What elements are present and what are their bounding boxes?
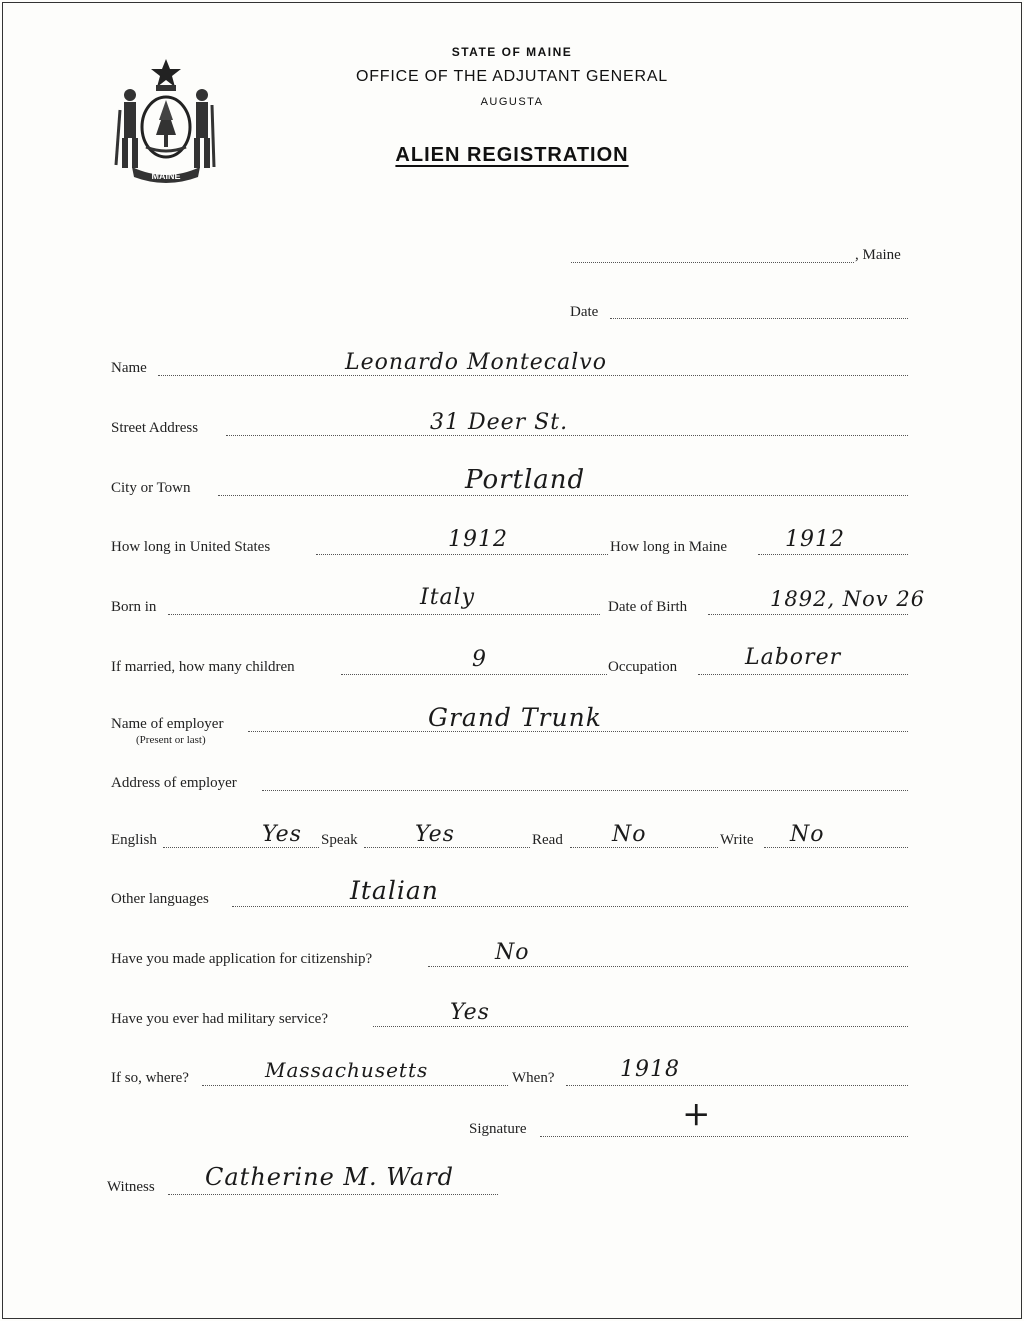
how-long-us-value: 1912 — [448, 527, 508, 552]
read-line — [570, 847, 718, 848]
speak-line — [364, 847, 530, 848]
signature-line — [540, 1136, 908, 1137]
header-city: AUGUSTA — [480, 96, 544, 108]
street-line — [226, 435, 908, 436]
write-label: Write — [720, 832, 754, 848]
street-label: Street Address — [111, 420, 199, 436]
other-languages-line — [232, 906, 908, 907]
write-line — [764, 847, 908, 848]
other-languages-value: Italian — [350, 876, 439, 905]
military-value: Yes — [450, 1000, 490, 1025]
header-state: STATE OF MAINE — [451, 45, 573, 59]
place-line — [571, 262, 854, 263]
signature-label: Signature — [469, 1121, 527, 1137]
military-label: Have you ever had military service? — [111, 1011, 328, 1027]
occupation-label: Occupation — [608, 659, 678, 675]
occupation-line — [698, 674, 908, 675]
state-seal-emblem — [110, 55, 222, 185]
where-line — [202, 1085, 508, 1086]
how-long-maine-label: How long in Maine — [610, 539, 728, 555]
how-long-maine-line — [758, 554, 908, 555]
citizenship-line — [428, 966, 908, 967]
street-value: 31 Deer St. — [430, 410, 569, 435]
born-in-label: Born in — [111, 599, 157, 615]
dob-line — [708, 614, 908, 615]
where-label: If so, where? — [111, 1070, 189, 1086]
how-long-us-label: How long in United States — [111, 539, 271, 555]
witness-label: Witness — [107, 1179, 155, 1195]
employer-sub-label: (Present or last) — [136, 734, 206, 746]
english-label: English — [111, 832, 157, 848]
form-title: ALIEN REGISTRATION — [395, 144, 629, 166]
when-line — [566, 1085, 908, 1086]
english-line — [163, 847, 319, 848]
signature-mark: + — [682, 1094, 712, 1134]
speak-value: Yes — [415, 822, 455, 847]
where-value: Massachusetts — [265, 1058, 429, 1082]
date-line — [610, 318, 908, 319]
witness-line — [168, 1194, 498, 1195]
how-long-maine-value: 1912 — [785, 527, 845, 552]
date-label: Date — [570, 304, 599, 320]
other-languages-label: Other languages — [111, 891, 209, 907]
header-office: OFFICE OF THE ADJUTANT GENERAL — [355, 68, 669, 85]
citizenship-value: No — [495, 940, 530, 965]
how-long-us-line — [316, 554, 608, 555]
place-suffix-label: , Maine — [855, 247, 901, 263]
speak-label: Speak — [321, 832, 358, 848]
witness-value: Catherine M. Ward — [205, 1163, 454, 1191]
born-in-value: Italy — [420, 585, 476, 610]
city-value: Portland — [465, 465, 586, 495]
name-value: Leonardo Montecalvo — [345, 350, 607, 375]
when-value: 1918 — [620, 1057, 680, 1082]
military-line — [373, 1026, 908, 1027]
dob-value: 1892, Nov 26 — [770, 587, 926, 611]
read-value: No — [612, 822, 647, 847]
when-label: When? — [512, 1070, 555, 1086]
children-label: If married, how many children — [111, 659, 295, 675]
name-line — [158, 375, 908, 376]
children-value: 9 — [472, 647, 487, 672]
occupation-value: Laborer — [745, 645, 842, 670]
dob-label: Date of Birth — [608, 599, 688, 615]
write-value: No — [790, 822, 825, 847]
city-line — [218, 495, 908, 496]
name-label: Name — [111, 360, 147, 376]
employer-label: Name of employer — [111, 716, 224, 732]
read-label: Read — [532, 832, 563, 848]
children-line — [341, 674, 607, 675]
city-label: City or Town — [111, 480, 191, 496]
citizenship-label: Have you made application for citizenship? — [111, 951, 373, 967]
born-in-line — [168, 614, 600, 615]
english-value: Yes — [262, 822, 302, 847]
seal-text: MAINE — [151, 171, 181, 181]
employer-address-line — [262, 790, 908, 791]
employer-address-label: Address of employer — [111, 775, 237, 791]
employer-value: Grand Trunk — [428, 703, 602, 732]
